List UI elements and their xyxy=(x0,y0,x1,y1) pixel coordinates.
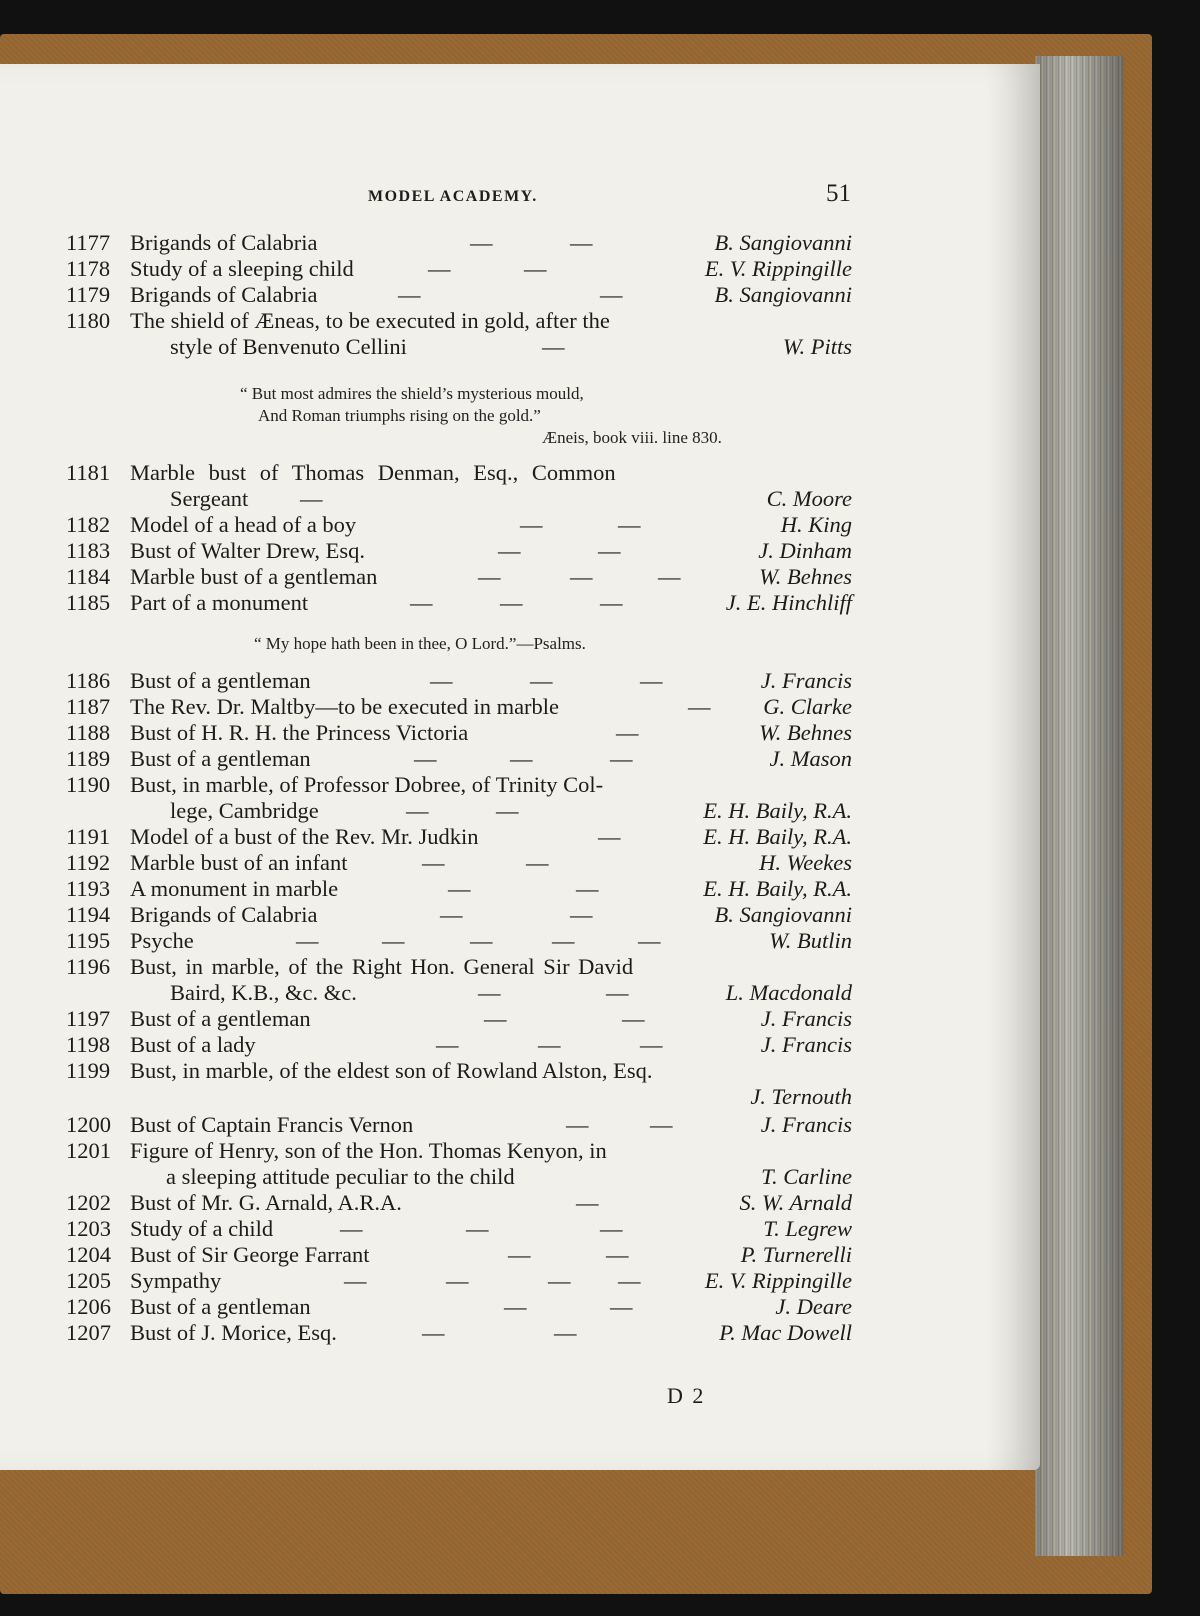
entry-artist: E. H. Baily, R.A. xyxy=(703,824,852,849)
entry-artist: T. Legrew xyxy=(763,1216,852,1241)
entry-number: 1196 xyxy=(66,954,111,979)
entry-1192 xyxy=(0,850,860,876)
dash: — xyxy=(410,590,433,615)
dash: — xyxy=(422,850,445,875)
entry-1178 xyxy=(0,256,860,282)
entry-artist: J. Francis xyxy=(760,1112,852,1137)
entry-1202 xyxy=(0,1190,860,1216)
entry-artist: W. Pitts xyxy=(782,334,852,359)
entry-1182 xyxy=(0,512,860,538)
entry-1177 xyxy=(0,230,860,256)
entry-artist: W. Butlin xyxy=(769,928,852,953)
entry-title: The shield of Æneas, to be executed in gold, after the xyxy=(130,308,610,333)
entry-title: Bust of a gentleman xyxy=(130,668,311,693)
dash: — xyxy=(688,694,711,719)
entry-title: Bust of H. R. H. the Princess Victoria xyxy=(130,720,469,745)
dash: — xyxy=(478,564,501,589)
entry-number: 1178 xyxy=(66,256,111,281)
entry-number: 1205 xyxy=(66,1268,111,1293)
dash: — xyxy=(430,668,453,693)
entry-number: 1195 xyxy=(66,928,111,953)
entry-title: Bust of a gentleman xyxy=(130,1006,311,1031)
entry-1195 xyxy=(0,928,860,954)
entry-number: 1189 xyxy=(66,746,111,771)
entry-artist: E. V. Rippingille xyxy=(704,256,852,281)
entry-1180-continued xyxy=(0,334,860,360)
dash: — xyxy=(598,538,621,563)
entry-artist: E. H. Baily, R.A. xyxy=(703,798,852,823)
dash: — xyxy=(422,1320,445,1345)
entry-artist: B. Sangiovanni xyxy=(714,230,852,255)
dash: — xyxy=(448,876,471,901)
dash: — xyxy=(600,1216,623,1241)
entry-number: 1187 xyxy=(66,694,111,719)
entry-number: 1193 xyxy=(66,876,111,901)
entry-number: 1206 xyxy=(66,1294,111,1319)
entry-1180 xyxy=(0,308,860,334)
dash: — xyxy=(576,1190,599,1215)
entry-artist: H. King xyxy=(780,512,852,537)
entry-artist: L. Macdonald xyxy=(725,980,852,1005)
entry-1185 xyxy=(0,590,860,616)
entry-artist: P. Turnerelli xyxy=(740,1242,852,1267)
dash: — xyxy=(606,1242,629,1267)
dash: — xyxy=(548,1268,571,1293)
entry-title: The Rev. Dr. Maltby—to be executed in marble xyxy=(130,694,560,719)
dash: — xyxy=(542,334,565,359)
entry-number: 1180 xyxy=(66,308,111,333)
entry-artist: J. Mason xyxy=(769,746,852,771)
entry-1199-continued xyxy=(0,1084,860,1110)
entry-artist: B. Sangiovanni xyxy=(714,282,852,307)
entry-number: 1183 xyxy=(66,538,111,563)
entry-title: Bust, in marble, of the eldest son of Rowland Alston, Esq. xyxy=(130,1058,653,1083)
dash: — xyxy=(296,928,319,953)
entry-1179 xyxy=(0,282,860,308)
entry-1189 xyxy=(0,746,860,772)
dash: — xyxy=(466,1216,489,1241)
entry-title: Marble bust of a gentleman xyxy=(130,564,378,589)
entry-1199 xyxy=(0,1058,860,1084)
entry-title: Bust of a gentleman xyxy=(130,746,311,771)
dash: — xyxy=(470,230,493,255)
entry-title: Model of a bust of the Rev. Mr. Judkin xyxy=(130,824,479,849)
epigraph-source: Æneis, book viii. line 830. xyxy=(542,428,722,447)
entry-number: 1200 xyxy=(66,1112,111,1137)
dash: — xyxy=(552,928,575,953)
entry-number: 1181 xyxy=(66,460,111,485)
entry-number: 1191 xyxy=(66,824,111,849)
dash: — xyxy=(610,1294,633,1319)
entry-title: Brigands of Calabria xyxy=(130,282,318,307)
dash: — xyxy=(446,1268,469,1293)
entry-artist: J. E. Hinchliff xyxy=(725,590,852,615)
dash: — xyxy=(640,668,663,693)
dash: — xyxy=(570,564,593,589)
dash: — xyxy=(436,1032,459,1057)
dash: — xyxy=(496,798,519,823)
dash: — xyxy=(344,1268,367,1293)
entry-title-continued: a sleeping attitude peculiar to the child xyxy=(166,1164,515,1189)
dash: — xyxy=(428,256,451,281)
entry-title: Brigands of Calabria xyxy=(130,230,318,255)
dash: — xyxy=(618,1268,641,1293)
entry-title-continued: lege, Cambridge xyxy=(170,798,319,823)
entry-1207 xyxy=(0,1320,860,1346)
entry-number: 1179 xyxy=(66,282,111,307)
entry-artist: T. Carline xyxy=(761,1164,852,1189)
dash: — xyxy=(398,282,421,307)
entry-title: Figure of Henry, son of the Hon. Thomas Kenyon, in xyxy=(130,1138,607,1163)
entry-number: 1188 xyxy=(66,720,111,745)
entry-title: Bust of a lady xyxy=(130,1032,256,1057)
entry-1201 xyxy=(0,1138,860,1164)
dash: — xyxy=(618,512,641,537)
entry-number: 1182 xyxy=(66,512,111,537)
signature-mark: D 2 xyxy=(667,1383,706,1408)
epigraph-line: “ But most admires the shield’s mysterious mould, xyxy=(240,384,584,403)
entry-1181 xyxy=(0,460,860,486)
entry-title: Study of a child xyxy=(130,1216,274,1241)
epigraph-line: “ My hope hath been in thee, O Lord.”—Psalms. xyxy=(254,634,586,653)
dash: — xyxy=(640,1032,663,1057)
dash: — xyxy=(300,486,323,511)
entry-1200 xyxy=(0,1112,860,1138)
entry-1206 xyxy=(0,1294,860,1320)
entry-number: 1202 xyxy=(66,1190,111,1215)
entry-artist: J. Francis xyxy=(760,668,852,693)
entry-1193 xyxy=(0,876,860,902)
entry-number: 1198 xyxy=(66,1032,111,1057)
entry-artist: G. Clarke xyxy=(763,694,852,719)
entry-artist: J. Ternouth xyxy=(750,1084,852,1109)
entry-artist: J. Deare xyxy=(775,1294,852,1319)
running-head xyxy=(0,180,1000,214)
entry-title: Study of a sleeping child xyxy=(130,256,354,281)
dash: — xyxy=(500,590,523,615)
entry-1194 xyxy=(0,902,860,928)
entry-1198 xyxy=(0,1032,860,1058)
dash: — xyxy=(570,230,593,255)
entry-number: 1186 xyxy=(66,668,111,693)
dash: — xyxy=(470,928,493,953)
entry-number: 1197 xyxy=(66,1006,111,1031)
entry-1191 xyxy=(0,824,860,850)
entry-artist: P. Mac Dowell xyxy=(719,1320,852,1345)
entry-number: 1203 xyxy=(66,1216,111,1241)
entry-1196 xyxy=(0,954,860,980)
entry-title: Bust of Walter Drew, Esq. xyxy=(130,538,366,563)
page-edge-shadow xyxy=(985,64,1040,1470)
dash: — xyxy=(406,798,429,823)
entry-number: 1194 xyxy=(66,902,111,927)
dash: — xyxy=(498,538,521,563)
entry-1183 xyxy=(0,538,860,564)
entry-number: 1199 xyxy=(66,1058,111,1083)
entry-1196-continued xyxy=(0,980,860,1006)
dash: — xyxy=(576,876,599,901)
entry-artist: C. Moore xyxy=(766,486,852,511)
dash: — xyxy=(382,928,405,953)
entry-1201-continued xyxy=(0,1164,860,1190)
epigraph-line: And Roman triumphs rising on the gold.” xyxy=(258,406,541,425)
entry-1188 xyxy=(0,720,860,746)
entry-1187 xyxy=(0,694,860,720)
entry-title: Bust of Sir George Farrant xyxy=(130,1242,370,1267)
entry-number: 1177 xyxy=(66,230,111,255)
entry-title: Part of a monument xyxy=(130,590,309,615)
entry-title: Psyche xyxy=(130,928,194,953)
entry-artist: H. Weekes xyxy=(759,850,852,875)
entry-title: Bust of Mr. G. Arnald, A.R.A. xyxy=(130,1190,402,1215)
entry-number: 1184 xyxy=(66,564,111,589)
entry-number: 1185 xyxy=(66,590,111,615)
entry-1205 xyxy=(0,1268,860,1294)
dash: — xyxy=(520,512,543,537)
dash: — xyxy=(650,1112,673,1137)
entry-title: Model of a head of a boy xyxy=(130,512,357,537)
entry-1190 xyxy=(0,772,860,798)
entry-number: 1190 xyxy=(66,772,111,797)
dash: — xyxy=(606,980,629,1005)
dash: — xyxy=(554,1320,577,1345)
running-title: MODEL ACADEMY. xyxy=(368,188,538,205)
entry-artist: J. Francis xyxy=(760,1006,852,1031)
entry-title: Marble bust of an infant xyxy=(130,850,348,875)
entry-1190-continued xyxy=(0,798,860,824)
entry-title-continued: Baird, K.B., &c. &c. xyxy=(170,980,357,1005)
entry-1181-continued xyxy=(0,486,860,512)
dash: — xyxy=(638,928,661,953)
entry-number: 1204 xyxy=(66,1242,111,1267)
entry-number: 1207 xyxy=(66,1320,111,1345)
entry-1197 xyxy=(0,1006,860,1032)
entry-title: A monument in marble xyxy=(130,876,339,901)
dash: — xyxy=(484,1006,507,1031)
entry-title: Bust of a gentleman xyxy=(130,1294,311,1319)
entry-1203 xyxy=(0,1216,860,1242)
dash: — xyxy=(478,980,501,1005)
dash: — xyxy=(414,746,437,771)
entry-title: Brigands of Calabria xyxy=(130,902,318,927)
entry-1186 xyxy=(0,668,860,694)
entry-1204 xyxy=(0,1242,860,1268)
dash: — xyxy=(508,1242,531,1267)
dash: — xyxy=(610,746,633,771)
entry-artist: B. Sangiovanni xyxy=(714,902,852,927)
entry-artist: W. Behnes xyxy=(759,720,852,745)
dash: — xyxy=(340,1216,363,1241)
entry-number: 1192 xyxy=(66,850,111,875)
entry-title: Bust, in marble, of the Right Hon. General Sir David xyxy=(130,954,634,979)
dash: — xyxy=(622,1006,645,1031)
entry-artist: E. H. Baily, R.A. xyxy=(703,876,852,901)
dash: — xyxy=(440,902,463,927)
entry-title-continued: Sergeant xyxy=(170,486,249,511)
dash: — xyxy=(600,282,623,307)
dash: — xyxy=(616,720,639,745)
entry-title: Bust, in marble, of Professor Dobree, of Trinity Col- xyxy=(130,772,604,797)
dash: — xyxy=(524,256,547,281)
dash: — xyxy=(504,1294,527,1319)
fore-edge-shadow xyxy=(1035,56,1121,1556)
entry-artist: W. Behnes xyxy=(759,564,852,589)
dash: — xyxy=(566,1112,589,1137)
dash: — xyxy=(570,902,593,927)
entry-artist: J. Dinham xyxy=(758,538,852,563)
entry-artist: E. V. Rippingille xyxy=(704,1268,852,1293)
page-number: 51 xyxy=(826,180,851,207)
dash: — xyxy=(658,564,681,589)
entry-title: Sympathy xyxy=(130,1268,222,1293)
entry-title: Bust of J. Morice, Esq. xyxy=(130,1320,337,1345)
dash: — xyxy=(538,1032,561,1057)
entry-artist: S. W. Arnald xyxy=(739,1190,852,1215)
entry-title: Marble bust of Thomas Denman, Esq., Common xyxy=(130,460,616,485)
dash: — xyxy=(600,590,623,615)
entry-title: Bust of Captain Francis Vernon xyxy=(130,1112,414,1137)
entry-title-continued: style of Benvenuto Cellini xyxy=(170,334,407,359)
dash: — xyxy=(530,668,553,693)
dash: — xyxy=(598,824,621,849)
entry-artist: J. Francis xyxy=(760,1032,852,1057)
dash: — xyxy=(526,850,549,875)
entry-1184 xyxy=(0,564,860,590)
dash: — xyxy=(510,746,533,771)
entry-number: 1201 xyxy=(66,1138,111,1163)
